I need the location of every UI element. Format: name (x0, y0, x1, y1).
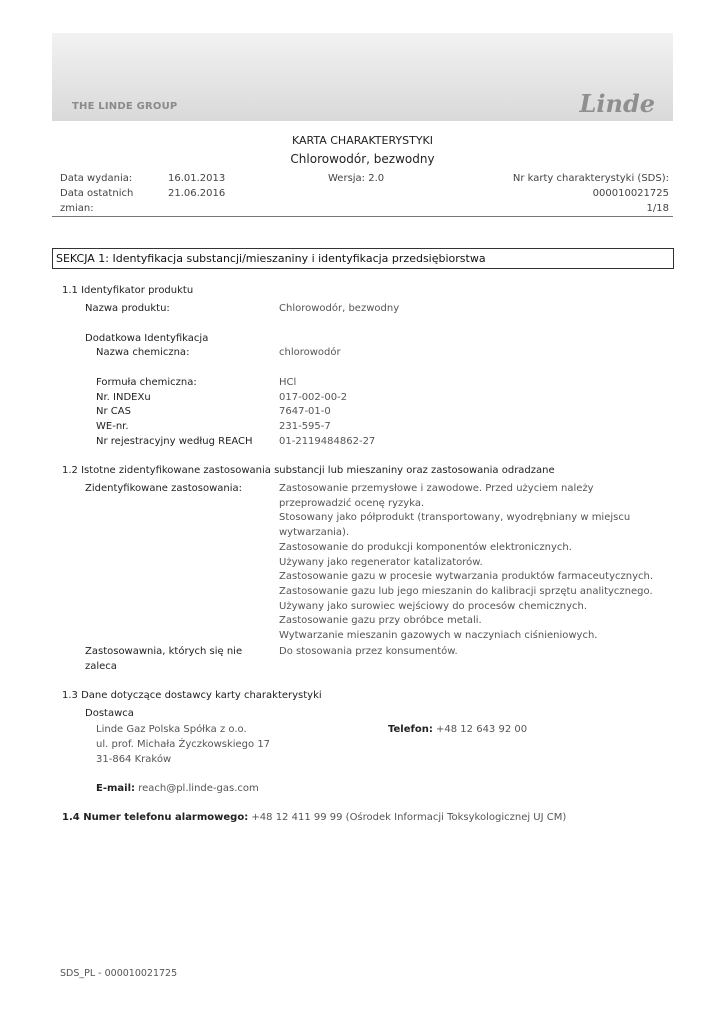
id-label: Nr CAS (96, 406, 131, 417)
email-link[interactable]: reach@pl.linde-gas.com (138, 783, 259, 794)
product-title: Chlorowodór, bezwodny (290, 152, 435, 166)
use-line: Zastosowanie gazu przy obróbce metali. (279, 615, 482, 627)
use-line: Zastosowanie gazu lub jego mieszanin do kalibracji sprzętu analitycznego. (279, 585, 653, 597)
header-divider (52, 216, 673, 217)
document-title: KARTA CHARAKTERYSTYKI (291, 134, 434, 147)
s12-title: 1.2 Istotne zidentyfikowane zastosowania substancji lub mieszaniny oraz zastosowania odradzane (62, 465, 555, 476)
chem-name-value: chlorowodór (279, 347, 341, 358)
s11-title: 1.1 Identyfikator produktu (62, 285, 194, 296)
last-change-date: 21.06.2016 (168, 188, 226, 199)
changes-label: zmian: (60, 203, 94, 214)
section-1-title: SEKCJA 1: Identyfikacja substancji/mieszaniny i identyfikacja przedsiębiorstwa (52, 248, 674, 269)
issue-date: 16.01.2013 (168, 173, 226, 184)
phone-row (388, 723, 527, 738)
id-value: 7647-01-0 (279, 406, 331, 417)
product-name-label: Nazwa produktu: (85, 303, 170, 314)
id-label: WE-nr. (96, 421, 129, 432)
use-line: Używany jako regenerator katalizatorów. (279, 556, 483, 568)
id-label: Formuła chemiczna: (96, 377, 197, 388)
group-name: THE LINDE GROUP (72, 101, 178, 112)
sds-number: 000010021725 (592, 188, 669, 199)
not-recommended-value: Do stosowania przez konsumentów. (279, 646, 458, 657)
s14-title: 1.4 Numer telefonu alarmowego: (62, 812, 249, 823)
additional-id-heading: Dodatkowa Identyfikacja (85, 333, 209, 344)
id-value: HCl (279, 377, 297, 388)
version: Wersja: 2.0 (328, 173, 385, 184)
s13-title: 1.3 Dane dotyczące dostawcy karty charakterystyki (62, 690, 322, 701)
supplier-line: Linde Gaz Polska Spółka z o.o. (96, 724, 247, 735)
id-value: 017-002-00-2 (279, 391, 348, 403)
page-number: 1/18 (646, 203, 669, 214)
use-line: Stosowany jako półprodukt (transportowany, wyodrębniany w miejscu (279, 512, 631, 524)
chem-name-label: Nazwa chemiczna: (96, 347, 190, 358)
id-value: 231-595-7 (279, 421, 331, 432)
use-line: Zastosowanie gazu w procesie wytwarzania produktów farmaceutycznych. (279, 571, 653, 583)
linde-logo: Linde (579, 89, 655, 118)
id-label: Nr. INDEXu (96, 391, 151, 403)
phone-value[interactable]: +48 12 643 92 00 (436, 724, 528, 735)
id-label: Nr rejestracyjny według REACH (96, 435, 253, 447)
uses-label: Zidentyfikowane zastosowania: (85, 483, 243, 494)
last-change-label: Data ostatnich (60, 188, 134, 199)
supplier-label: Dostawca (85, 708, 134, 719)
issue-label: Data wydania: (60, 173, 133, 184)
use-line: przeprowadzić ocenę ryzyka. (279, 497, 425, 509)
not-recommended-label: Zastosowawnia, których się nie (85, 646, 243, 657)
email-row (96, 782, 259, 797)
product-name-value: Chlorowodór, bezwodny (279, 303, 400, 314)
supplier-line: 31-864 Kraków (96, 753, 172, 765)
use-line: Używany jako surowiec wejściowy do procesów chemicznych. (279, 600, 588, 612)
header-banner (52, 33, 673, 121)
email-label: E-mail: (96, 783, 136, 794)
sds-label: Nr karty charakterystyki (SDS): (512, 173, 669, 184)
id-value: 01-2119484862-27 (279, 435, 376, 447)
not-recommended-label: zaleca (85, 661, 117, 672)
supplier-line: ul. prof. Michała Życzkowskiego 17 (96, 739, 271, 750)
footer-code: SDS_PL - 000010021725 (60, 968, 178, 979)
use-line: Zastosowanie przemysłowe i zawodowe. Przed użyciem należy (279, 483, 594, 494)
use-line: wytwarzania). (279, 527, 350, 539)
emergency-phone[interactable]: +48 12 411 99 99 (Ośrodek Informacji Toksykologicznej UJ CM) (251, 812, 567, 823)
s14-row (62, 811, 566, 826)
use-line: Zastosowanie do produkcji komponentów elektronicznych. (279, 541, 572, 553)
use-line: Wytwarzanie mieszanin gazowych w naczyniach ciśnieniowych. (279, 630, 598, 641)
phone-label: Telefon: (388, 724, 433, 735)
